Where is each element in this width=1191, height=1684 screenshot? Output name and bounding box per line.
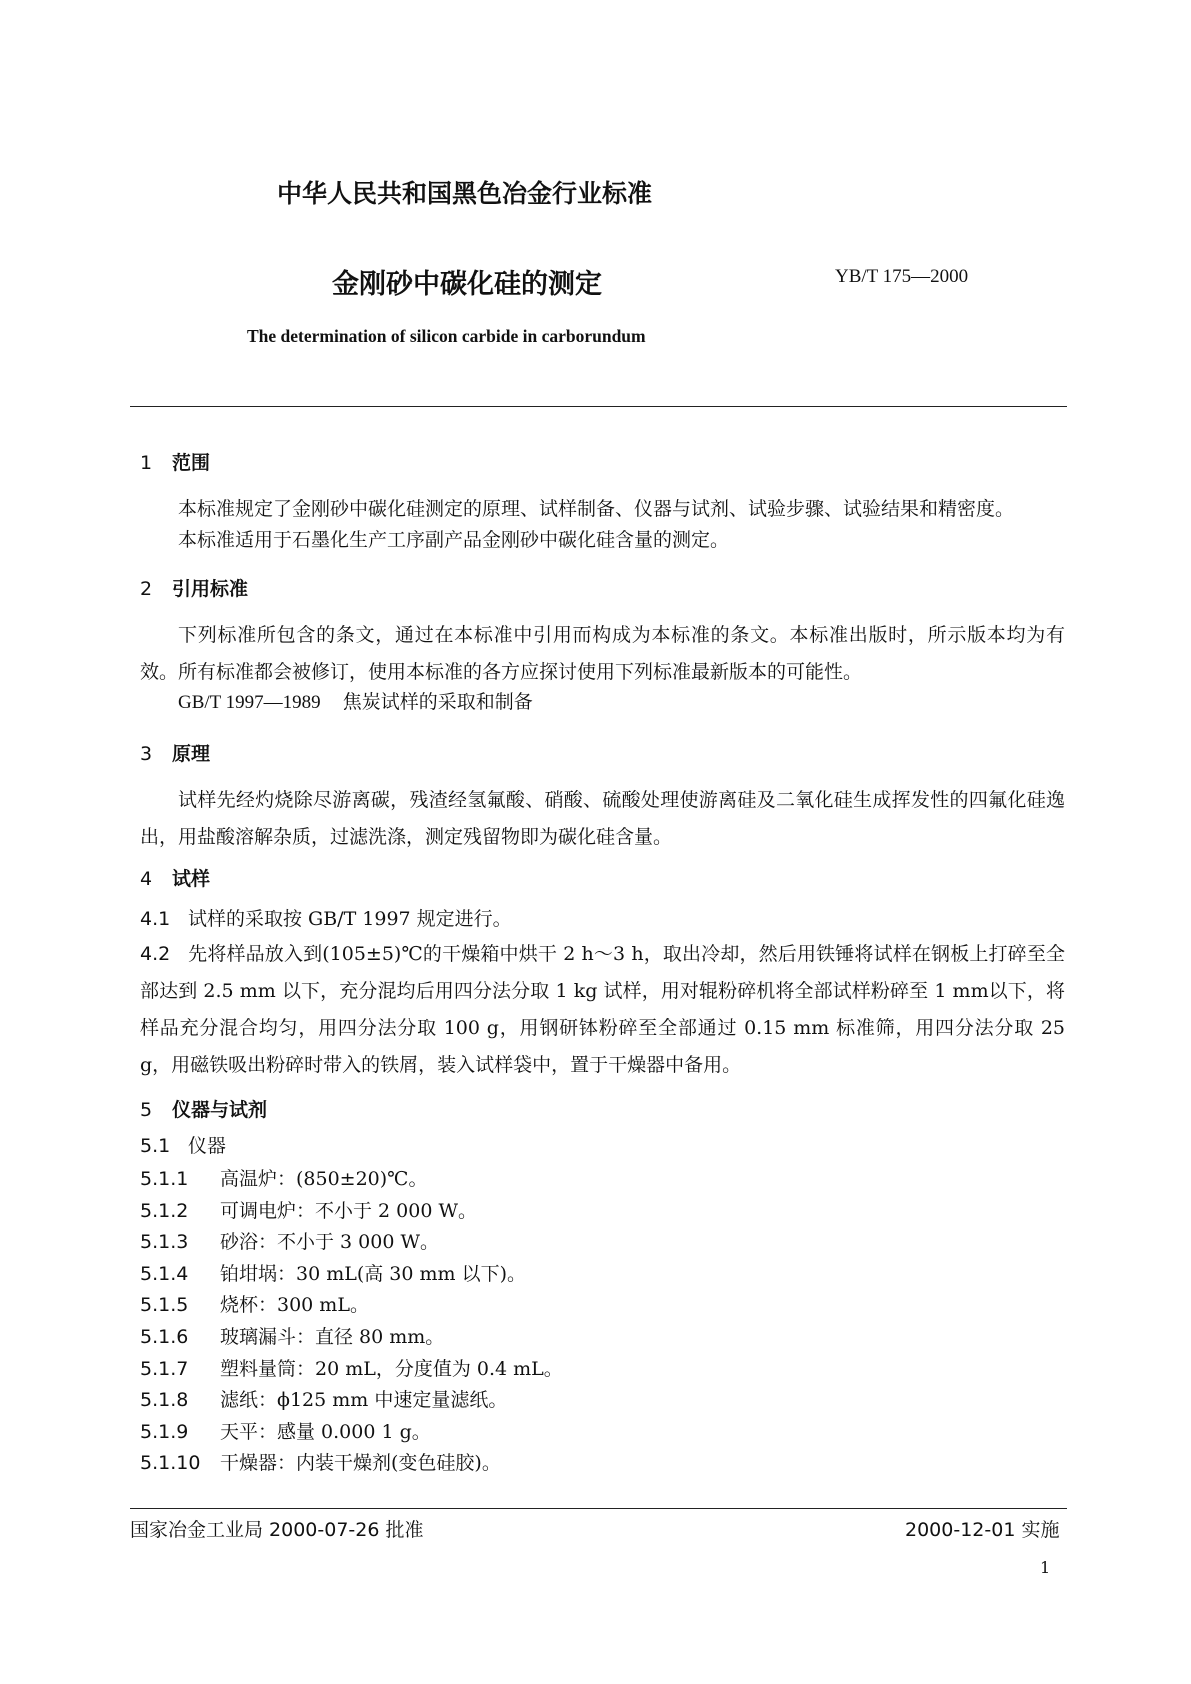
clause-number: 5.1.3 — [140, 1231, 189, 1254]
section-number: 5 — [140, 1099, 153, 1121]
reference-code: GB/T 1997—1989 — [178, 692, 321, 713]
standard-code: YB/T 175—2000 — [835, 266, 969, 287]
approval-line: 国家冶金工业局 2000-07-26 批准 — [130, 1519, 424, 1541]
clause-text: 砂浴：不小于 3 000 W。 — [220, 1231, 440, 1254]
reference-entry — [178, 686, 533, 719]
instrument-item — [140, 1384, 507, 1416]
clause-number: 5.1.4 — [140, 1262, 189, 1285]
clause-text: 先将样品放入到(105±5)℃的干燥箱中烘干 2 h～3 h，取出冷却，然后用铁锤将试样在钢板上打碎至全部达到 2.5 mm 以下，充分混均后用四分法分取 1 kg 试样，用对辊粉碎机将全部试样粉碎至 1 mm以下，将样品充分混合均匀，用四分法分取 100 g，用钢研钵粉碎至全部通过 0.15 mm 标准筛，用四分法分取 25 g，用磁铁吸出粉碎时带入的铁屑，装入试样袋中，置于干燥器中备用。 — [140, 943, 1065, 1076]
clause-number: 5.1.2 — [140, 1199, 189, 1222]
section-3-para-1: 试样先经灼烧除尽游离碳，残渣经氢氟酸、硝酸、硫酸处理使游离硅及二氧化硅生成挥发性的四氟化硅逸出，用盐酸溶解杂质，过滤洗涤，测定残留物即为碳化硅含量。 — [140, 789, 1065, 848]
section-number: 4 — [140, 868, 153, 890]
section-number: 3 — [140, 743, 153, 765]
section-5-heading — [140, 1095, 267, 1122]
clause-number: 5.1.9 — [140, 1420, 189, 1443]
section-title: 仪器与试剂 — [172, 1099, 268, 1121]
clause-text: 塑料量筒：20 mL，分度值为 0.4 mL。 — [220, 1357, 563, 1380]
clause-number: 5.1 — [140, 1135, 171, 1157]
clause-text: 可调电炉：不小于 2 000 W。 — [220, 1199, 478, 1222]
effective-line: 2000-12-01 实施 — [905, 1519, 1060, 1541]
clause-number: 4.1 — [140, 908, 171, 930]
instrument-item — [140, 1195, 477, 1227]
instrument-item — [140, 1321, 444, 1353]
clause-number: 5.1.6 — [140, 1326, 189, 1348]
section-number: 1 — [140, 452, 153, 474]
org-title: 中华人民共和国黑色冶金行业标准 — [277, 179, 653, 208]
section-1-para-1: 本标准规定了金刚砂中碳化硅测定的原理、试样制备、仪器与试剂、试验步骤、试验结果和精密度。 — [178, 498, 1015, 520]
section-1-heading — [140, 448, 210, 475]
instrument-item — [140, 1226, 439, 1258]
clause-text: 试样的采取按 GB/T 1997 规定进行。 — [188, 908, 512, 930]
clause-number: 4.2 — [140, 943, 171, 965]
page-number: 1 — [1040, 1558, 1051, 1577]
doc-title: 金刚砂中碳化硅的测定 — [332, 269, 602, 300]
section-2-heading — [140, 574, 248, 601]
clause-text: 高温炉：(850±20)℃。 — [220, 1168, 428, 1190]
clause-text: 铂坩埚：30 mL(高 30 mm 以下)。 — [220, 1262, 527, 1285]
clause-4-1 — [140, 903, 512, 935]
header-rule — [130, 406, 1067, 407]
section-1-para-2: 本标准适用于石墨化生产工序副产品金刚砂中碳化硅含量的测定。 — [178, 529, 730, 551]
section-title: 引用标准 — [172, 578, 249, 600]
clause-number: 5.1.1 — [140, 1168, 189, 1190]
section-title: 原理 — [172, 743, 211, 765]
instrument-item — [140, 1447, 501, 1479]
clause-number: 5.1.8 — [140, 1389, 189, 1412]
clause-text: 仪器 — [188, 1135, 227, 1157]
instrument-item — [140, 1416, 431, 1448]
clause-text: 滤纸：ϕ125 mm 中速定量滤纸。 — [220, 1389, 508, 1412]
english-title: The determination of silicon carbide in carborundum — [247, 326, 646, 346]
reference-title: 焦炭试样的采取和制备 — [342, 691, 533, 713]
clause-text: 玻璃漏斗：直径 80 mm。 — [220, 1326, 445, 1348]
footer-rule — [130, 1508, 1067, 1509]
subsection-5-1 — [140, 1130, 226, 1162]
section-4-heading — [140, 864, 210, 891]
instrument-item — [140, 1353, 563, 1385]
instrument-item — [140, 1289, 369, 1321]
clause-4-2 — [140, 936, 1065, 1084]
section-title: 试样 — [172, 868, 211, 890]
section-number: 2 — [140, 578, 153, 600]
instrument-item — [140, 1163, 427, 1195]
clause-number: 5.1.7 — [140, 1357, 189, 1380]
clause-text: 烧杯：300 mL。 — [220, 1294, 369, 1317]
instrument-item — [140, 1258, 526, 1290]
section-3-heading — [140, 739, 210, 766]
clause-text: 天平：感量 0.000 1 g。 — [220, 1420, 431, 1443]
clause-number: 5.1.5 — [140, 1294, 189, 1317]
section-title: 范围 — [172, 452, 211, 474]
section-2-para-1: 下列标准所包含的条文，通过在本标准中引用而构成为本标准的条文。本标准出版时，所示版本均为有效。所有标准都会被修订，使用本标准的各方应探讨使用下列标准最新版本的可能性。 — [140, 624, 1065, 683]
clause-number: 5.1.10 — [140, 1452, 201, 1475]
clause-text: 干燥器：内装干燥剂(变色硅胶)。 — [220, 1452, 501, 1475]
